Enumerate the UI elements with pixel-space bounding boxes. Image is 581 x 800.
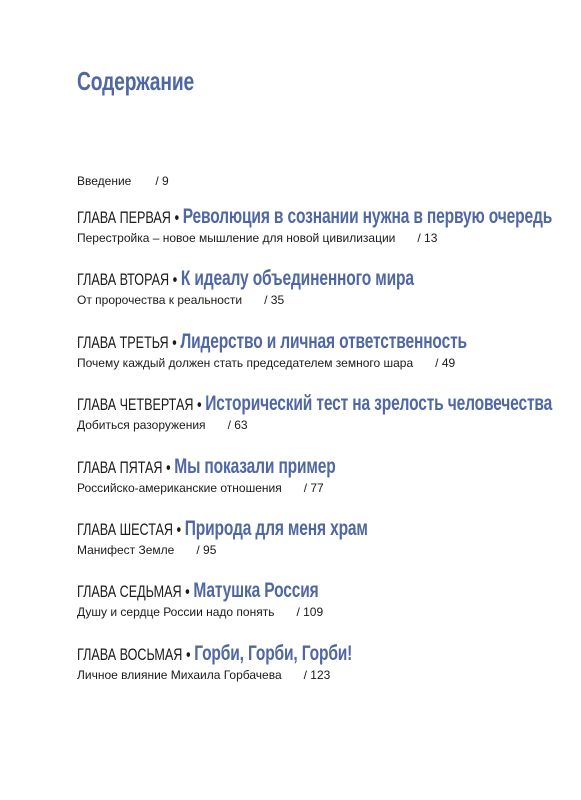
chapter-page-number: / 95 — [196, 543, 217, 557]
chapter-label: ГЛАВА СЕДЬМАЯ — [77, 582, 182, 601]
chapter-label: ГЛАВА ПЯТАЯ — [77, 458, 163, 477]
chapter-page-number: / 63 — [227, 418, 248, 432]
bullet-separator: • — [197, 395, 202, 414]
chapter-label: ГЛАВА ПЕРВАЯ — [77, 208, 171, 227]
toc-chapter-2[interactable] — [77, 267, 532, 307]
chapter-label: ГЛАВА ВОСЬМАЯ — [77, 645, 183, 664]
toc-chapter-4[interactable] — [77, 392, 581, 432]
bullet-separator: • — [166, 458, 171, 477]
toc-chapter-6[interactable] — [77, 517, 470, 557]
toc-chapter-5[interactable] — [77, 455, 426, 495]
chapter-subtitle: Манифест Земле — [77, 543, 175, 557]
chapter-subtitle: Душу и сердце России надо понять — [77, 605, 275, 619]
toc-chapter-1[interactable] — [77, 205, 581, 245]
toc-chapter-7[interactable] — [77, 579, 403, 619]
chapter-subtitle: Перестройка – новое мышление для новой цивилизации — [77, 231, 396, 245]
chapter-label: ГЛАВА ЧЕТВЕРТАЯ — [77, 395, 194, 414]
toc-intro-entry[interactable] — [77, 174, 169, 188]
chapter-subtitle: От пророчества к реальности — [77, 293, 243, 307]
chapter-title: Революция в сознании нужна в первую очередь — [182, 205, 553, 228]
chapter-page-number: / 109 — [296, 605, 324, 619]
bullet-separator: • — [185, 582, 190, 601]
chapter-subtitle: Добиться разоружения — [77, 418, 206, 432]
chapter-label: ГЛАВА ТРЕТЬЯ — [77, 333, 169, 352]
toc-chapter-3[interactable] — [77, 330, 581, 370]
page-title: Содержание — [77, 66, 195, 96]
chapter-subtitle: Личное влияние Михаила Горбачева — [77, 668, 282, 682]
chapter-page-number: / 123 — [303, 668, 331, 682]
chapter-page-number: / 77 — [303, 481, 324, 495]
chapter-page-number: / 13 — [417, 231, 438, 245]
chapter-title: Мы показали пример — [174, 455, 336, 478]
toc-chapter-8[interactable] — [77, 642, 449, 682]
intro-page-number: / 9 — [155, 174, 169, 188]
chapter-title: К идеалу объединенного мира — [180, 267, 414, 290]
chapter-page-number: / 49 — [435, 356, 456, 370]
chapter-title: Горби, Горби, Горби! — [194, 642, 353, 665]
chapter-subtitle: Почему каждый должен стать председателем земного шара — [77, 356, 414, 370]
chapter-subtitle: Российско-американские отношения — [77, 481, 282, 495]
chapter-title: Исторический тест на зрелость человечества — [205, 392, 553, 415]
bullet-separator: • — [186, 645, 191, 664]
intro-label: Введение — [77, 174, 132, 188]
chapter-label: ГЛАВА ШЕСТАЯ — [77, 520, 173, 539]
chapter-label: ГЛАВА ВТОРАЯ — [77, 270, 170, 289]
bullet-separator: • — [172, 270, 178, 289]
chapter-title: Матушка Россия — [193, 579, 319, 602]
chapter-title: Природа для меня храм — [184, 517, 368, 540]
bullet-separator: • — [176, 520, 182, 539]
bullet-separator: • — [172, 333, 177, 352]
bullet-separator: • — [174, 208, 179, 227]
chapter-page-number: / 35 — [264, 293, 285, 307]
chapter-title: Лидерство и личная ответственность — [180, 330, 467, 353]
